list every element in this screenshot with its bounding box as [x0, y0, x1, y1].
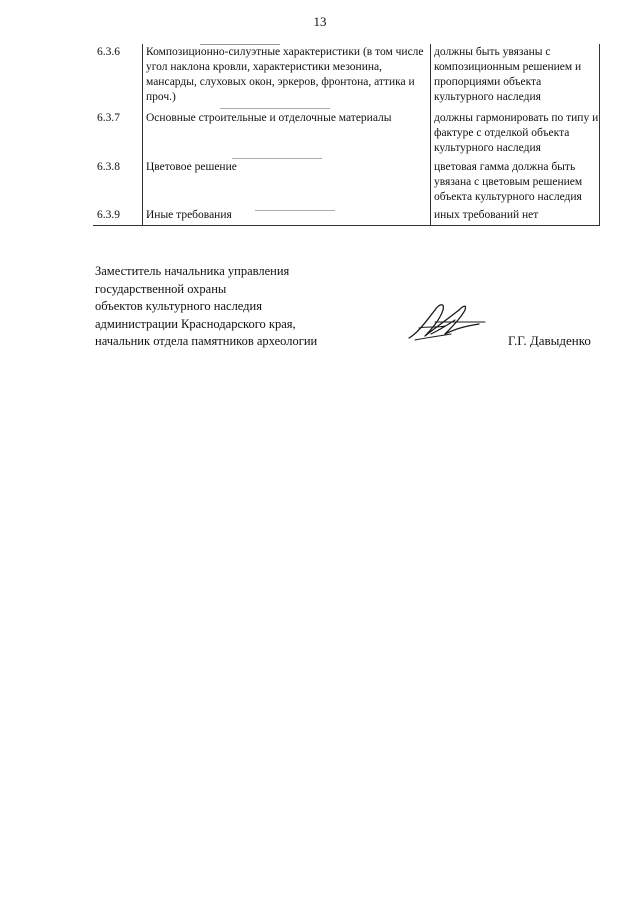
requirement-cell: цветовая гамма должна быть увязана с цветовым решением объекта культурного наследия: [431, 159, 600, 207]
parameter-cell: Композиционно-силуэтные характеристики (в том числе угол наклона кровли, характеристики мезонина, мансарды, слуховых окон, эркеров, фронтона, аттика и проч.): [143, 44, 431, 110]
table-row: [93, 110, 600, 159]
position-line: начальник отдела памятников археологии: [95, 334, 318, 348]
position-line: Заместитель начальника управления: [95, 264, 290, 278]
requirement-cell: иных требований нет: [431, 207, 600, 226]
position-line: объектов культурного наследия: [95, 299, 262, 313]
table-row: [93, 44, 600, 110]
row-number: 6.3.8: [97, 161, 120, 173]
parameter-cell: Иные требования: [143, 207, 431, 226]
parameter-cell: Цветовое решение: [143, 159, 431, 207]
row-number: 6.3.9: [93, 207, 143, 226]
scan-artifact-line: [220, 108, 330, 109]
row-number: 6.3.7: [97, 112, 120, 124]
handwritten-signature: [405, 298, 487, 344]
parameter-cell: Основные строительные и отделочные материалы: [143, 110, 431, 159]
scan-artifact-line: [232, 158, 322, 159]
requirements-table: [93, 44, 600, 226]
position-line: государственной охраны: [95, 281, 227, 296]
requirement-cell: должны гармонировать по типу и фактуре с отделкой объекта культурного наследия: [431, 110, 600, 159]
scan-artifact-line: [200, 44, 280, 45]
position-line: администрации Краснодарского края,: [95, 316, 296, 331]
signatory-position: [95, 263, 317, 351]
requirement-cell: должны быть увязаны с композиционным решением и пропорциями объекта культурного наследия: [431, 44, 600, 110]
page-number: 13: [313, 14, 327, 29]
signatory-name: Г.Г. Давыденко: [508, 333, 591, 348]
scan-artifact-line: [255, 210, 335, 211]
row-number: 6.3.6: [97, 46, 120, 58]
table-row: [93, 207, 600, 226]
table-row: [93, 159, 600, 207]
